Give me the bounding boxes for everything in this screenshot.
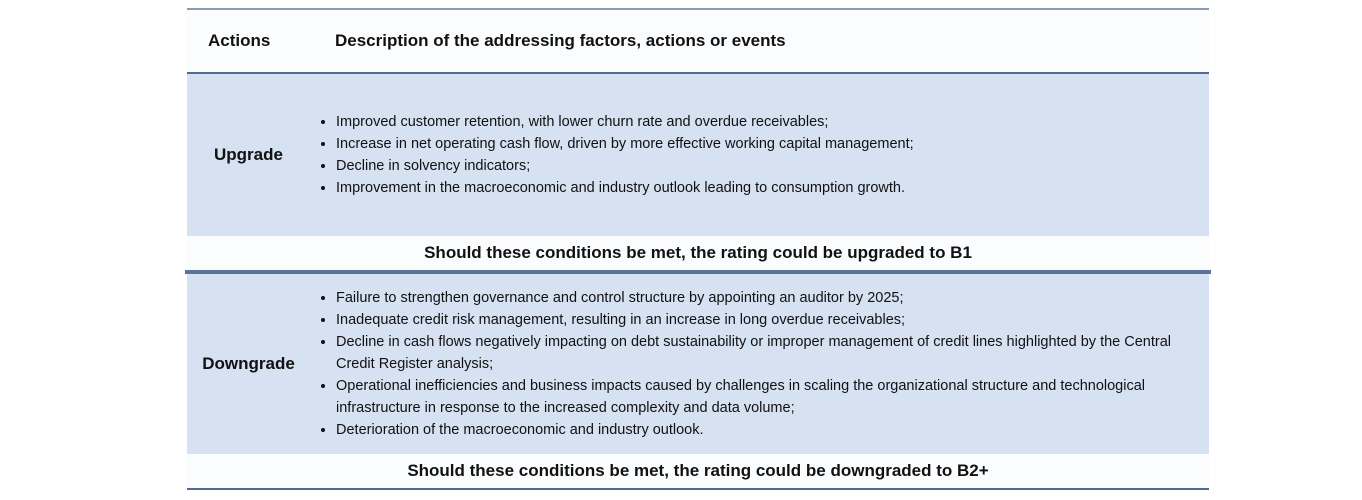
upgrade-list — [310, 111, 914, 199]
rating-drivers-table — [187, 8, 1209, 490]
downgrade-label: Downgrade — [202, 354, 295, 373]
upgrade-section — [187, 74, 1209, 236]
list-item: • Decline in solvency indicators; — [336, 155, 914, 177]
list-item: • Improvement in the macroeconomic and industry outlook leading to consumption growth. — [336, 177, 914, 199]
upgrade-label: Upgrade — [214, 145, 283, 164]
list-item: • Improved customer retention, with lower churn rate and overdue receivables; — [336, 111, 914, 133]
downgrade-conclusion: Should these conditions be met, the rating could be downgraded to B2+ — [187, 454, 1209, 488]
header-actions: Actions — [208, 31, 271, 50]
table-header — [187, 10, 1209, 74]
header-description: Description of the addressing factors, actions or events — [335, 31, 786, 50]
downgrade-list — [310, 287, 1209, 441]
list-item: • Failure to strengthen governance and control structure by appointing an auditor by 2025; — [336, 287, 1209, 309]
list-item: • Increase in net operating cash flow, driven by more effective working capital management; — [336, 133, 914, 155]
list-item: • Decline in cash flows negatively impacting on debt sustainability or improper management of credit lines highlighted by the Central Credit Register analysis; — [336, 331, 1209, 375]
list-item: • Deterioration of the macroeconomic and industry outlook. — [336, 419, 1209, 441]
bottom-rule — [187, 488, 1209, 490]
list-item: • Operational inefficiencies and business impacts caused by challenges in scaling the organizational structure and technological infrastructure in response to the increased complexity and data volume; — [336, 375, 1209, 419]
downgrade-section — [187, 274, 1209, 454]
upgrade-conclusion: Should these conditions be met, the rating could be upgraded to B1 — [187, 236, 1209, 270]
list-item: • Inadequate credit risk management, resulting in an increase in long overdue receivables; — [336, 309, 1209, 331]
